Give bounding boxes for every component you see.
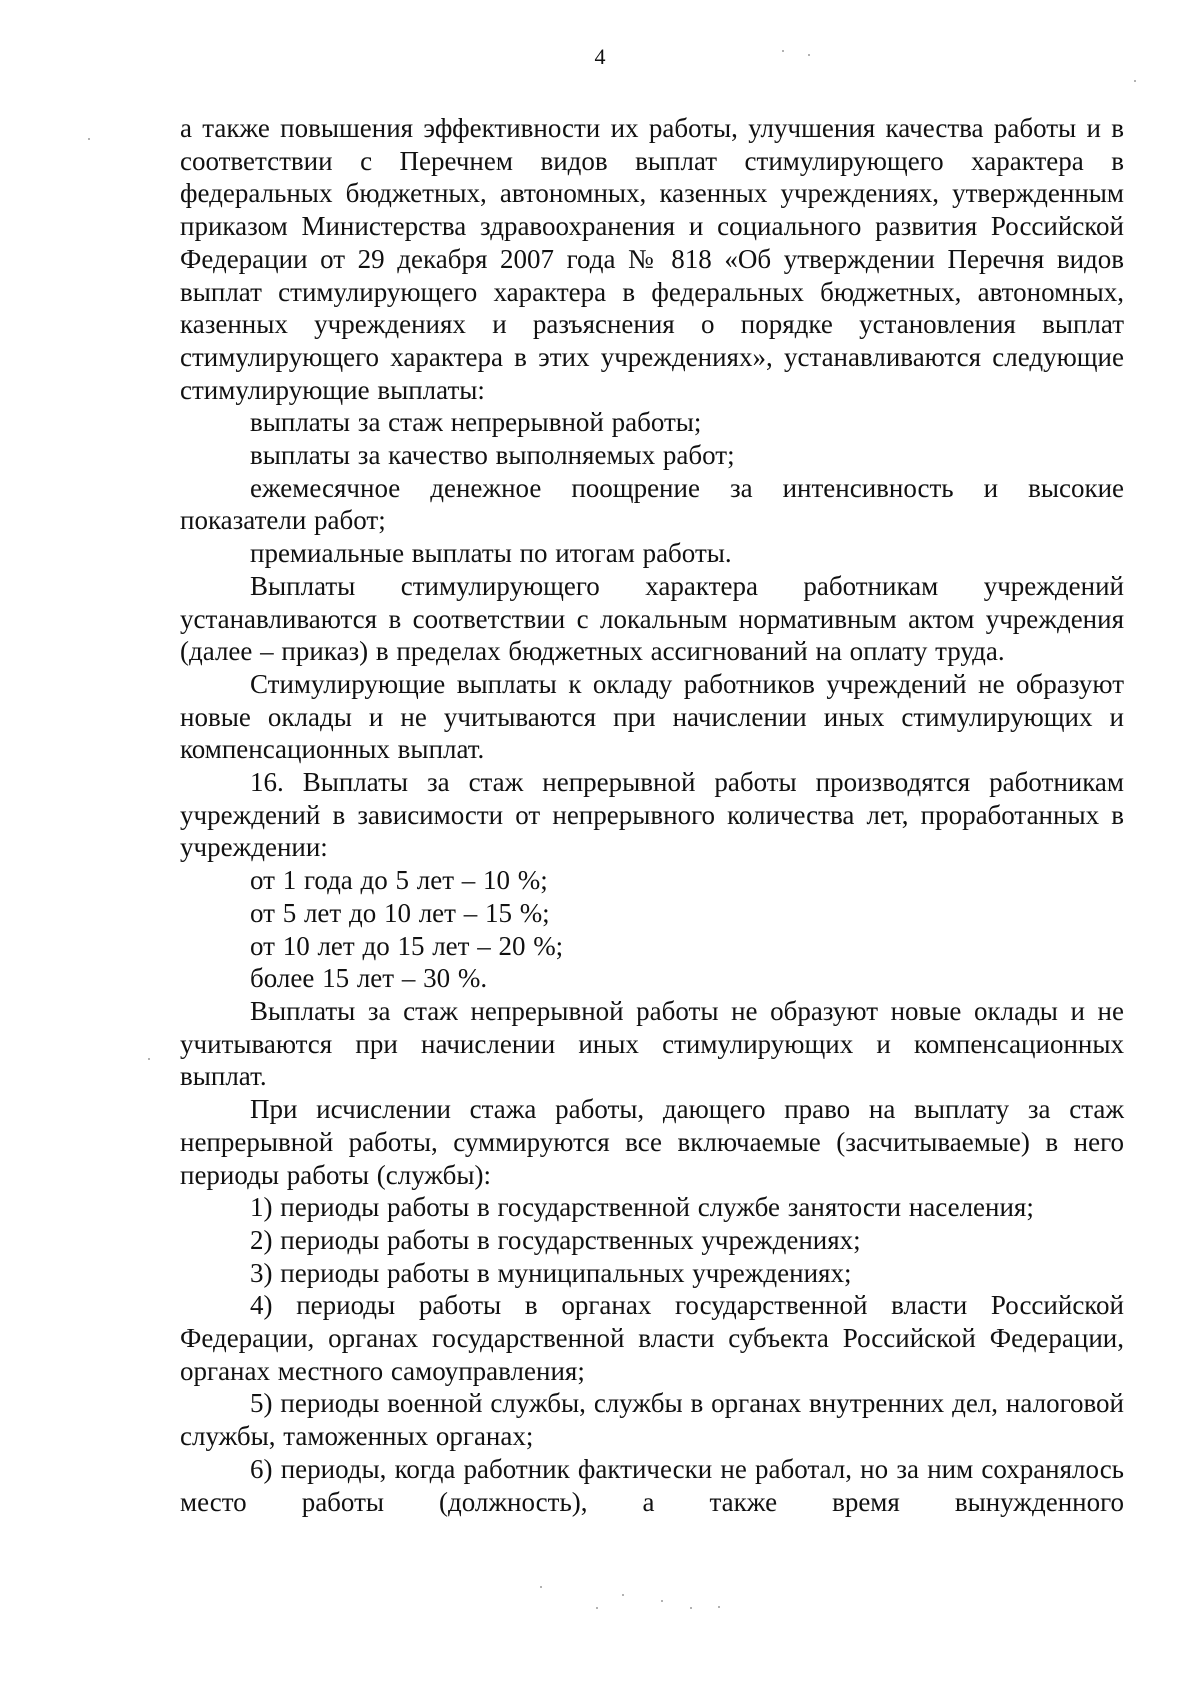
paragraph-seniority-salary: Выплаты за стаж непрерывной работы не образуют новые оклады и не учитываются при начислении иных стимулирующих и компенсационных выплат. (180, 995, 1124, 1092)
scan-speck (148, 1058, 150, 1060)
list-item-payment-type: выплаты за стаж непрерывной работы; (250, 407, 702, 438)
list-item-service-period: 5) периоды военной службы, службы в органах внутренних дел, налоговой службы, таможенных органах; (180, 1388, 1124, 1452)
scan-speck (690, 1607, 692, 1609)
scan-speck (661, 1600, 663, 1602)
list-item-service-period: 1) периоды работы в государственной службе занятости населения; (250, 1192, 1034, 1223)
scan-speck (622, 1594, 624, 1596)
list-item-seniority-rate: от 1 года до 5 лет – 10 %; (250, 865, 548, 896)
list-item-payment-type: выплаты за качество выполняемых работ; (250, 440, 735, 471)
paragraph-seniority-calculation: При исчислении стажа работы, дающего право на выплату за стаж непрерывной работы, суммируются все включаемые (засчитываемые) в него периоды работы (службы): (180, 1094, 1124, 1190)
list-item-payment-type: премиальные выплаты по итогам работы. (250, 538, 732, 569)
document-body (180, 112, 1124, 1518)
list-item-seniority-rate: от 5 лет до 10 лет – 15 %; (250, 897, 550, 928)
scan-speck (782, 50, 784, 52)
page-number: 4 (594, 44, 606, 69)
scan-speck (88, 138, 90, 140)
scan-speck (718, 1606, 720, 1608)
list-item-service-period: 3) периоды работы в муниципальных учреждениях; (250, 1257, 852, 1288)
list-item-service-period: 6) периоды, когда работник фактически не работал, но за ним сохранялось место работы (должность), а также время вынужденного (180, 1453, 1124, 1517)
paragraph-intro: а также повышения эффективности их работы, улучшения качества работы и в соответствии с Перечнем видов выплат стимулирующего характера в федеральных бюджетных, автономных, казенных учреждениях, утвержденным приказом Министерства здравоохранения и социального развития Российской Федерации от 29 декабря 2007 года № 818 «Об утверждении Перечня видов выплат стимулирующего характера в федеральных бюджетных, автономных, казенных учреждениях и разъяснения о порядке установления выплат стимулирующего характера в этих учреждениях», устанавливаются следующие стимулирующие выплаты: (180, 113, 1124, 405)
scan-speck (540, 1586, 542, 1588)
paragraph-incentive-salary: Стимулирующие выплаты к окладу работников учреждений не образуют новые оклады и не учитываются при начислении иных стимулирующих и компенсационных выплат. (180, 668, 1124, 765)
paragraph-incentive-basis: Выплаты стимулирующего характера работникам учреждений устанавливаются в соответствии с локальным нормативным актом учреждения (далее – приказ) в пределах бюджетных ассигнований на оплату труда. (180, 570, 1124, 667)
paragraph-clause-16: 16. Выплаты за стаж непрерывной работы производятся работникам учреждений в зависимости от непрерывного количества лет, проработанных в учреждении: (180, 767, 1124, 863)
list-item-service-period: 4) периоды работы в органах государственной власти Российской Федерации, органах государственной власти субъекта Российской Федерации, органах местного самоуправления; (180, 1290, 1124, 1386)
scan-speck (808, 54, 810, 56)
list-item-service-period: 2) периоды работы в государственных учреждениях; (250, 1224, 861, 1255)
list-item-seniority-rate: более 15 лет – 30 %. (250, 963, 488, 994)
list-item-payment-type: ежемесячное денежное поощрение за интенсивность и высокие показатели работ; (180, 472, 1124, 536)
scan-speck (596, 1607, 598, 1609)
scan-speck (1134, 80, 1136, 82)
list-item-seniority-rate: от 10 лет до 15 лет – 20 %; (250, 930, 564, 961)
